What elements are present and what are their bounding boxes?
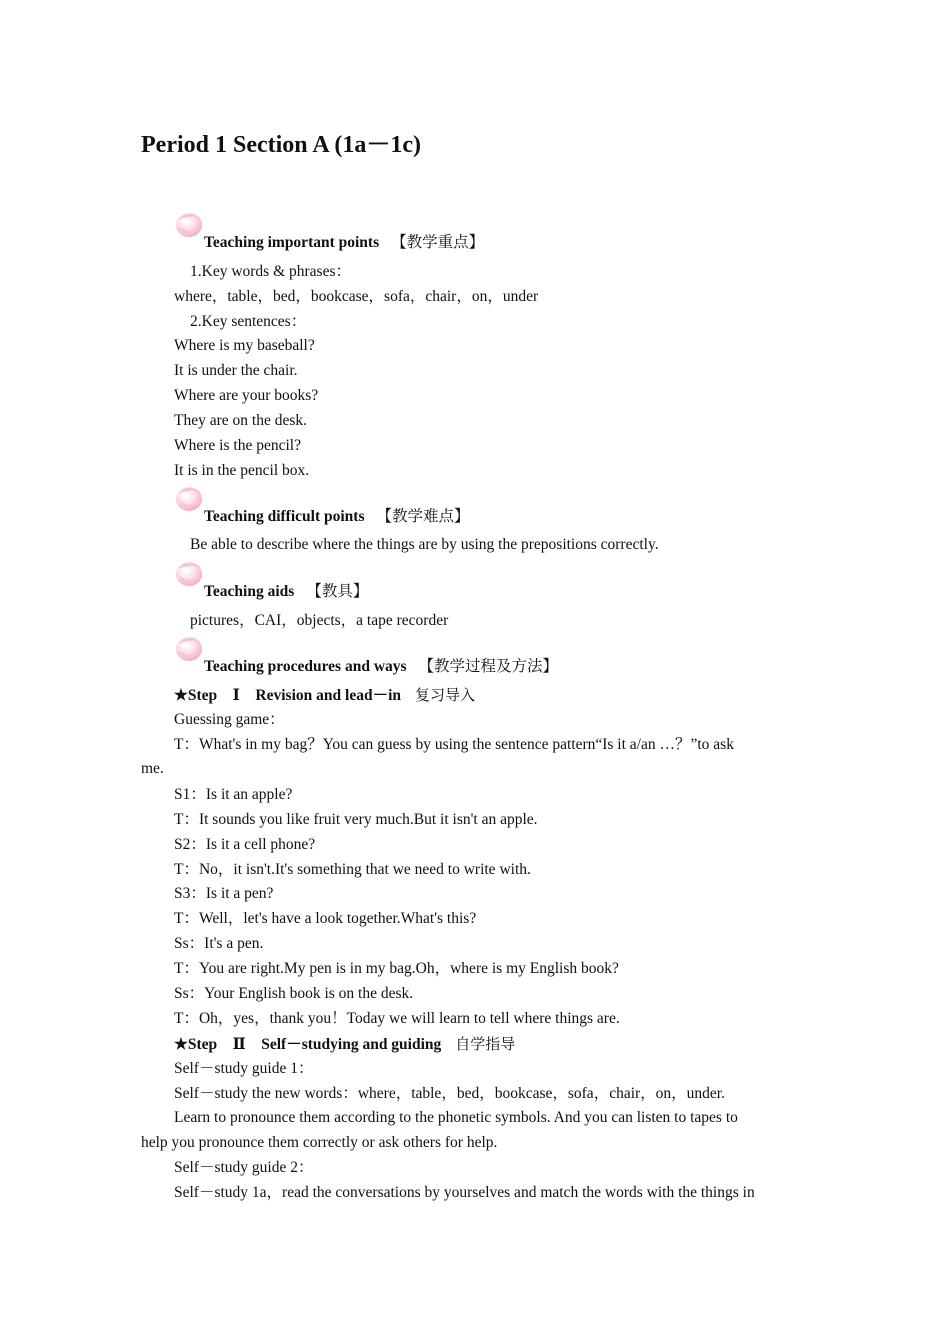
section-teaching-procedures xyxy=(174,632,674,678)
page-title: Period 1 Section A (1a－1c) xyxy=(141,132,421,158)
flower-bullet-icon xyxy=(174,632,206,664)
step-heading-cn: 复习导入 xyxy=(415,686,476,704)
section-heading: Teaching important points xyxy=(204,234,380,251)
section-teaching-aids xyxy=(174,557,674,603)
flower-bullet-icon xyxy=(174,208,206,240)
text-line: Be able to describe where the things are by using the prepositions correctly. xyxy=(190,536,659,553)
text-line: Where is my baseball? xyxy=(174,337,315,354)
section-difficult-points xyxy=(174,482,674,528)
text-line: where，table，bed，bookcase，sofa，chair，on，under xyxy=(174,288,539,305)
text-line: help you pronounce them correctly or ask others for help. xyxy=(141,1134,498,1151)
step-heading-en: ★Step Ⅰ Revision and lead－in xyxy=(174,687,401,704)
section-heading-cn: 【教学重点】 xyxy=(391,234,485,251)
text-line: S3：Is it a pen? xyxy=(174,885,274,902)
flower-bullet-icon xyxy=(174,482,206,514)
text-line: T：Well，let's have a look together.What's this? xyxy=(174,910,477,927)
text-line: T：You are right.My pen is in my bag.Oh，where is my English book? xyxy=(174,960,619,977)
text-line: Where is the pencil? xyxy=(174,437,301,454)
text-line: 2.Key sentences： xyxy=(190,313,307,330)
section-heading: Teaching aids xyxy=(204,583,295,600)
step-heading-en: ★Step Ⅱ Self－studying and guiding xyxy=(174,1036,442,1053)
text-line: Self－study guide 1： xyxy=(174,1060,314,1077)
section-heading-cn: 【教具】 xyxy=(306,583,369,600)
step-heading-cn: 自学指导 xyxy=(455,1035,516,1053)
text-line: T：It sounds you like fruit very much.But it isn't an apple. xyxy=(174,811,538,828)
text-line: S2：Is it a cell phone? xyxy=(174,836,316,853)
text-line: T：Oh，yes，thank you！Today we will learn to tell where things are. xyxy=(174,1010,620,1027)
text-line: Where are your books? xyxy=(174,387,319,404)
text-line: Self－study 1a，read the conversations by yourselves and match the words with the things in xyxy=(174,1184,755,1201)
text-line: Ss：It's a pen. xyxy=(174,935,264,952)
text-line: It is in the pencil box. xyxy=(174,462,310,479)
text-line: T：What's in my bag？You can guess by using the sentence pattern“Is it a/an …？”to ask xyxy=(174,736,734,753)
section-heading-cn: 【教学过程及方法】 xyxy=(418,658,559,675)
text-line: S1：Is it an apple? xyxy=(174,786,293,803)
text-line: Self－study the new words：where，table，bed，bookcase，sofa，chair，on，under. xyxy=(174,1085,725,1102)
text-line: They are on the desk. xyxy=(174,412,307,429)
step-heading xyxy=(174,1034,515,1055)
text-line: It is under the chair. xyxy=(174,362,298,379)
step-heading xyxy=(174,685,475,706)
text-line: T：No，it isn't.It's something that we need to write with. xyxy=(174,861,531,878)
text-line: pictures，CAI，objects，a tape recorder xyxy=(190,612,449,629)
section-important-points xyxy=(174,208,674,254)
text-line: Self－study guide 2： xyxy=(174,1159,314,1176)
section-heading-cn: 【教学难点】 xyxy=(376,508,470,525)
text-line: Learn to pronounce them according to the phonetic symbols. And you can listen to tapes to xyxy=(174,1109,738,1126)
flower-bullet-icon xyxy=(174,557,206,589)
text-line: Guessing game： xyxy=(174,711,285,728)
section-heading: Teaching procedures and ways xyxy=(204,658,407,675)
text-line: 1.Key words & phrases： xyxy=(190,263,352,280)
text-line: Ss：Your English book is on the desk. xyxy=(174,985,414,1002)
text-line: me. xyxy=(141,760,164,777)
section-heading: Teaching difficult points xyxy=(204,508,365,525)
